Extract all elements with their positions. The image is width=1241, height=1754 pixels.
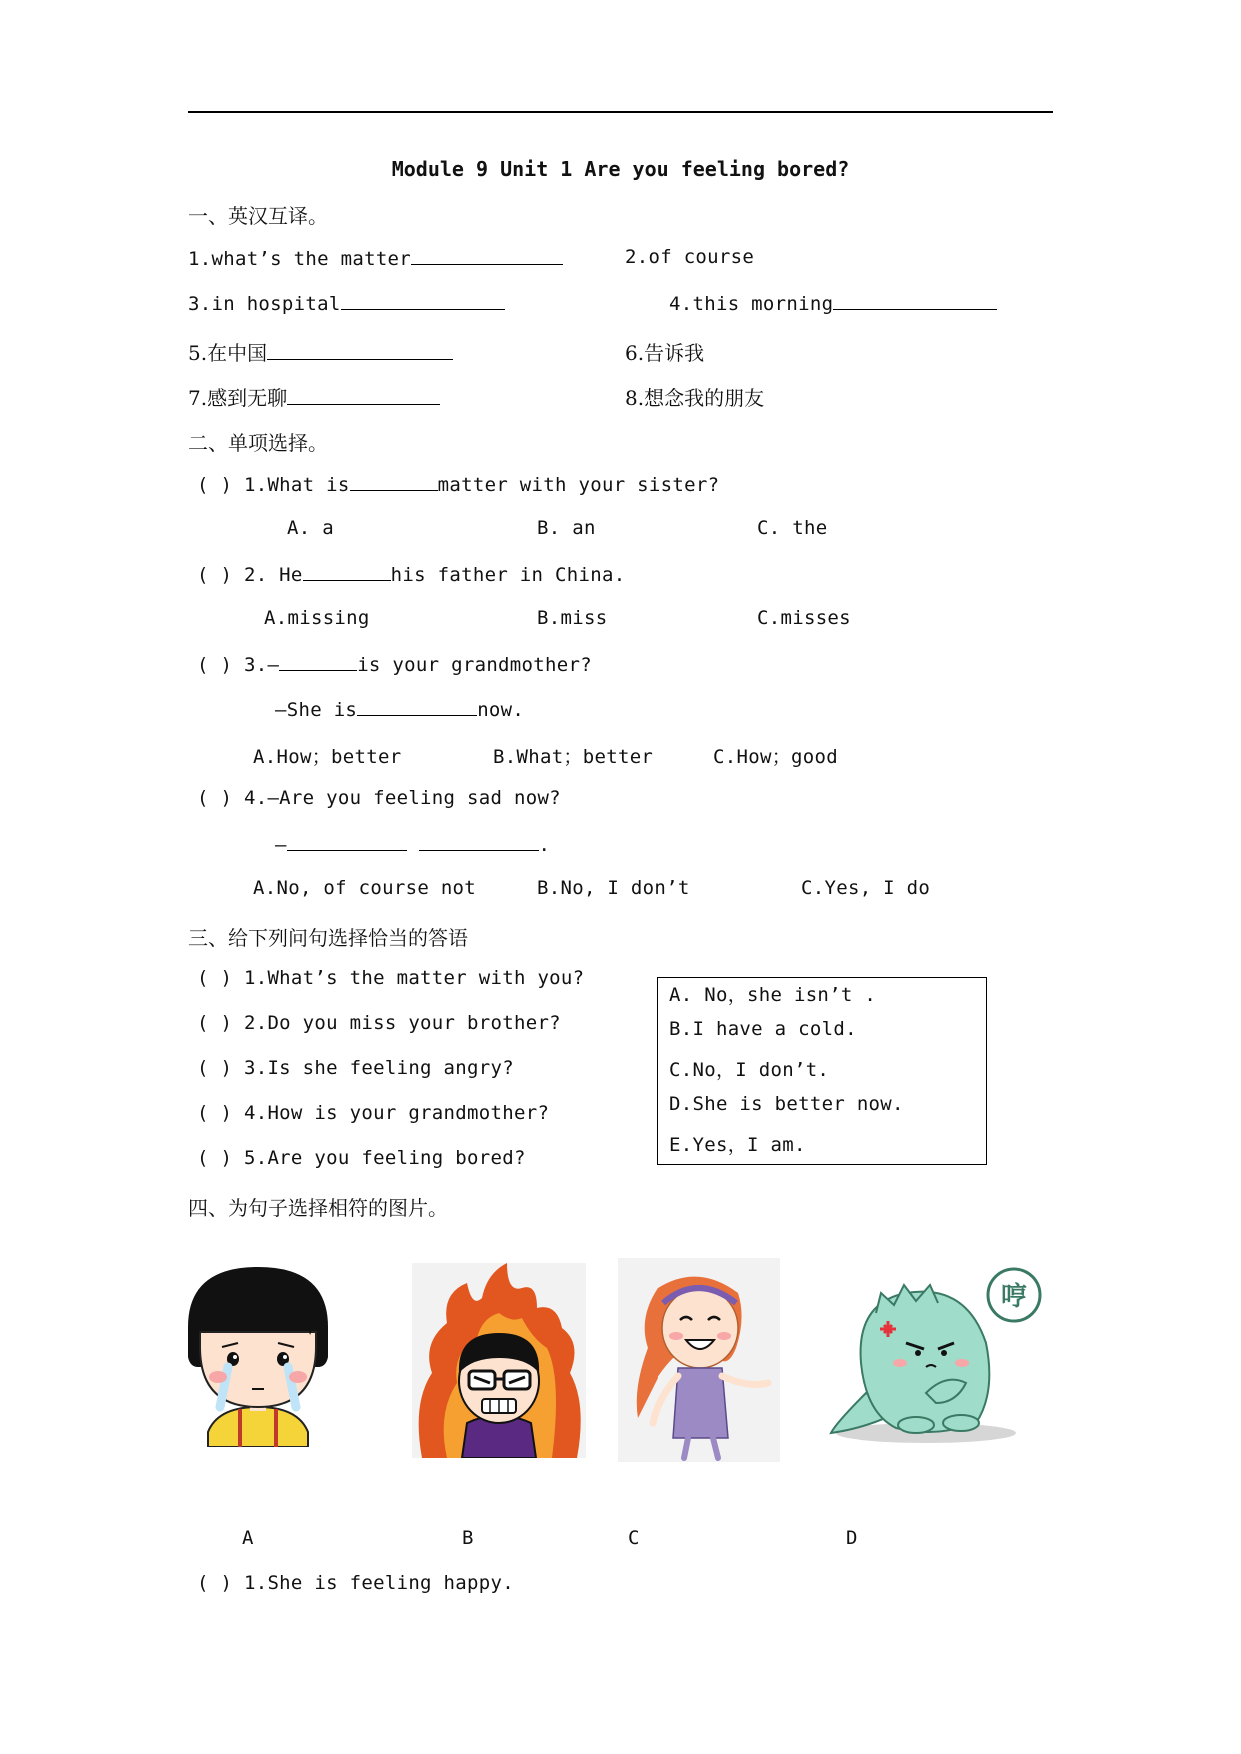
picture-label-b: B xyxy=(462,1527,474,1549)
q1-option-b[interactable]: B. an xyxy=(537,517,596,539)
picture-question-1 xyxy=(197,1572,514,1594)
q2-option-b[interactable]: B.miss xyxy=(537,607,608,629)
mc-question-2 xyxy=(197,562,625,586)
match-question-1 xyxy=(197,967,584,989)
question-text: —She is xyxy=(275,699,358,721)
picture-label-d: D xyxy=(846,1527,858,1549)
fill-blank xyxy=(287,832,407,851)
match-question-4 xyxy=(197,1102,549,1124)
section3-heading: 三、给下列问句选择恰当的答语 xyxy=(188,926,468,950)
question-text: 3.Is she feeling angry? xyxy=(243,1057,514,1079)
answer-paren[interactable]: ( ) xyxy=(197,1012,233,1034)
question-text: 2. He xyxy=(243,564,303,586)
item-text: 5.在中国 xyxy=(188,341,268,365)
answer-option-c: C.No，I don’t. xyxy=(669,1059,830,1081)
section4-heading: 四、为句子选择相符的图片。 xyxy=(188,1196,448,1220)
fill-blank xyxy=(303,562,391,581)
question-text: — xyxy=(275,834,287,856)
answer-blank[interactable] xyxy=(267,341,453,360)
translate-item-6: 6.告诉我 xyxy=(625,341,705,365)
answer-paren[interactable]: ( ) xyxy=(197,1057,233,1079)
answer-paren[interactable]: ( ) xyxy=(197,967,233,989)
item-text: 3.in hospital xyxy=(188,293,341,315)
answer-blank[interactable] xyxy=(411,246,563,265)
fill-blank xyxy=(350,472,438,491)
answer-option-d: D.She is better now. xyxy=(669,1093,904,1115)
q3-option-b[interactable]: B.What；better xyxy=(493,746,654,768)
translate-item-4 xyxy=(669,291,997,315)
translate-item-8: 8.想念我的朋友 xyxy=(625,386,765,410)
question-text: now. xyxy=(477,699,525,721)
question-text: 1.She is feeling happy. xyxy=(243,1572,514,1594)
crying-girl-picture xyxy=(178,1257,338,1447)
answer-blank[interactable] xyxy=(287,386,440,405)
answer-blank[interactable] xyxy=(833,291,997,310)
mc-question-4-line2 xyxy=(275,832,550,856)
match-question-3 xyxy=(197,1057,514,1079)
question-text: 2.Do you miss your brother? xyxy=(243,1012,561,1034)
mc-question-4 xyxy=(197,787,561,809)
translate-item-1 xyxy=(188,246,563,270)
answer-paren[interactable]: ( ) xyxy=(197,1102,233,1124)
q4-option-a[interactable]: A.No, of course not xyxy=(253,877,477,899)
picture-label-c: C xyxy=(628,1527,640,1549)
item-text: 7.感到无聊 xyxy=(188,386,288,410)
item-text: 4.this morning xyxy=(669,293,834,315)
question-text: 1.What’s the matter with you? xyxy=(243,967,585,989)
bubble-text: 哼 xyxy=(1000,1282,1028,1312)
answer-option-e: E.Yes，I am. xyxy=(669,1134,806,1156)
answer-paren[interactable]: ( ) xyxy=(197,1147,233,1169)
fill-blank xyxy=(279,652,357,671)
angry-dinosaur-picture xyxy=(826,1263,1044,1448)
fill-blank xyxy=(357,697,477,716)
answer-blank[interactable] xyxy=(341,291,505,310)
answer-paren[interactable]: ( ) xyxy=(197,564,233,586)
q2-option-c[interactable]: C.misses xyxy=(757,607,851,629)
translate-item-7 xyxy=(188,382,440,411)
fill-blank xyxy=(419,832,539,851)
page-title: Module 9 Unit 1 Are you feeling bored? xyxy=(391,157,850,181)
answer-paren[interactable]: ( ) xyxy=(197,654,233,676)
answer-options-box xyxy=(657,977,987,1165)
answer-paren[interactable]: ( ) xyxy=(197,1572,233,1594)
question-text: 1.What is xyxy=(243,474,350,496)
q4-option-c[interactable]: C.Yes, I do xyxy=(801,877,931,899)
translate-item-2: 2.of course xyxy=(625,246,755,268)
picture-label-a: A xyxy=(242,1527,254,1549)
question-text: matter with your sister? xyxy=(437,474,720,496)
question-text: his father in China. xyxy=(390,564,626,586)
answer-option-a: A. No，she isn’t . xyxy=(669,984,877,1006)
mc-question-3 xyxy=(197,652,592,676)
q2-option-a[interactable]: A.missing xyxy=(264,607,370,629)
answer-option-b: B.I have a cold. xyxy=(669,1018,857,1040)
happy-girl-picture xyxy=(618,1258,780,1462)
answer-paren[interactable]: ( ) xyxy=(197,787,233,809)
match-question-5 xyxy=(197,1147,526,1169)
header-rule xyxy=(188,111,1053,113)
translate-item-3 xyxy=(188,291,505,315)
answer-paren[interactable]: ( ) xyxy=(197,474,233,496)
question-text: 4.—Are you feeling sad now? xyxy=(243,787,561,809)
question-text: . xyxy=(538,834,551,856)
q3-option-a[interactable]: A.How；better xyxy=(253,746,402,768)
question-text: 5.Are you feeling bored? xyxy=(243,1147,526,1169)
mc-question-3-line2 xyxy=(275,697,524,721)
section1-heading: 一、英汉互译。 xyxy=(188,204,328,228)
question-text: 4.How is your grandmother? xyxy=(243,1102,550,1124)
q1-option-a[interactable]: A. a xyxy=(287,517,334,539)
angry-boy-picture xyxy=(412,1263,586,1458)
question-text: 3.— xyxy=(243,654,280,676)
question-text: is your grandmother? xyxy=(357,654,592,676)
match-question-2 xyxy=(197,1012,561,1034)
translate-item-5 xyxy=(188,337,453,366)
q1-option-c[interactable]: C. the xyxy=(757,517,828,539)
mc-question-1 xyxy=(197,472,719,496)
q3-option-c[interactable]: C.How；good xyxy=(713,746,838,768)
item-text: 1.what’s the matter xyxy=(188,248,412,270)
q4-option-b[interactable]: B.No, I don’t xyxy=(537,877,690,899)
section2-heading: 二、单项选择。 xyxy=(188,431,328,455)
